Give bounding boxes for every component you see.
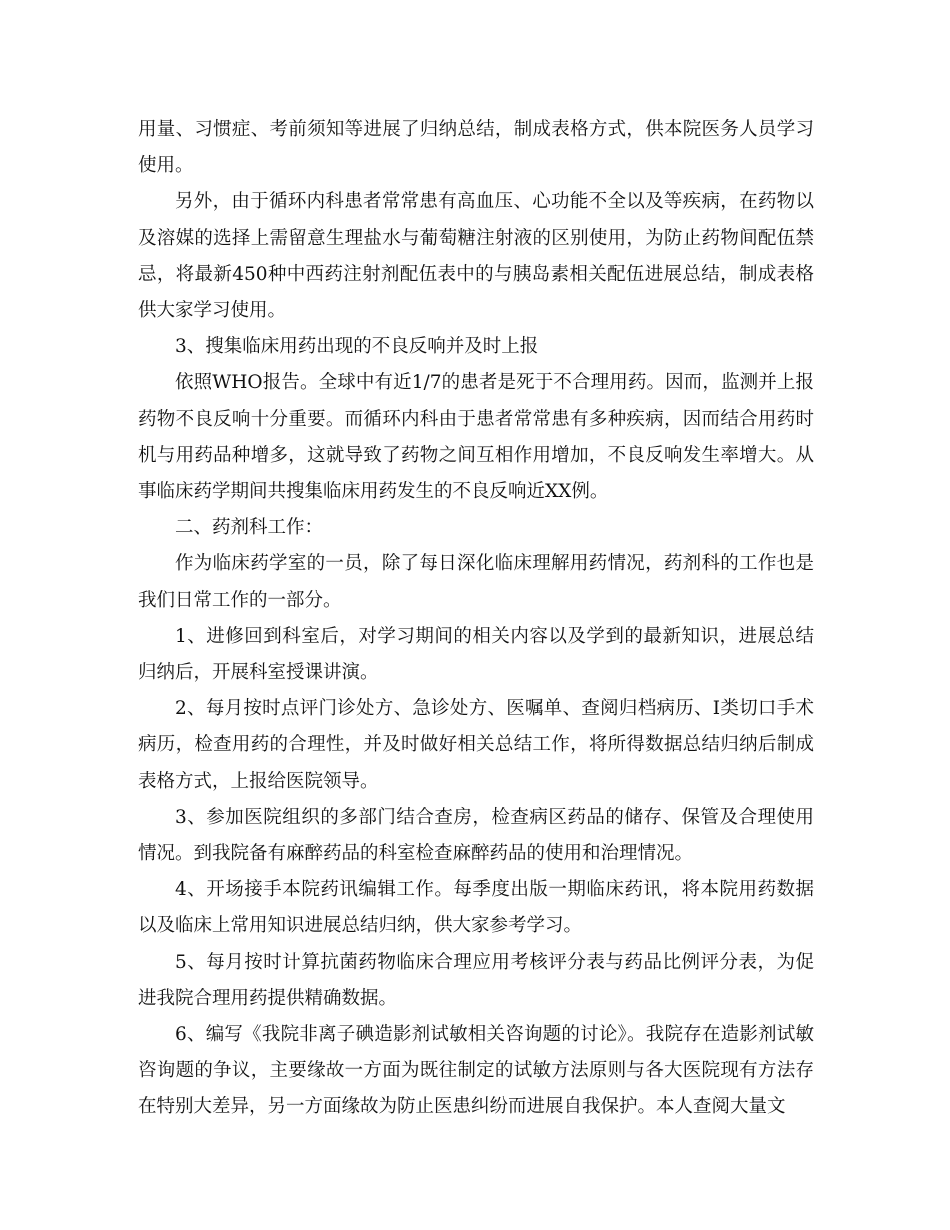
paragraph-pharmacy-intro: 作为临床药学室的一员，除了每日深化临床理解用药情况，药剂科的工作也是我们日常工作的一部分。 bbox=[138, 553, 814, 611]
list-item-4: 4、开场接手本院药讯编辑工作。每季度出版一期临床药讯，将本院用药数据以及临床上常用知识进展总结归纳，供大家参考学习。 bbox=[138, 879, 814, 937]
paragraph-infusion-compatibility: 另外，由于循环内科患者常常患有高血压、心功能不全以及等疾病，在药物以及溶媒的选择上需留意生理盐水与葡萄糖注射液的区别使用，为防止药物间配伍禁忌，将最新450种中西药注射剂配伍表中的与胰岛素相关配伍进展总结，制成表格供大家学习使用。 bbox=[138, 191, 814, 322]
paragraph-who-report: 依照WHO报告。全球中有近1/7的患者是死于不合理用药。因而，监测并上报药物不良反响十分重要。而循环内科由于患者常常患有多种疾病，因而结合用药时机与用药品种增多，这就导致了药物之间互相作用增加，不良反响发生率增大。从事临床药学期间共搜集临床用药发生的不良反响近XX例。 bbox=[138, 372, 814, 503]
list-item-6: 6、编写《我院非离子碘造影剂试敏相关咨询题的讨论》。我院存在造影剂试敏咨询题的争议，主要缘故一方面为既往制定的试敏方法原则与各大医院现有方法存在特别大差异，另一方面缘故为防止医患纠纷而进展自我保护。本人查阅大量文 bbox=[138, 1024, 814, 1118]
list-item-5: 5、每月按时计算抗菌药物临床合理应用考核评分表与药品比例评分表，为促进我院合理用药提供精确数据。 bbox=[138, 951, 814, 1009]
section-heading-pharmacy-work: 二、药剂科工作： bbox=[175, 517, 324, 539]
document-body bbox=[138, 112, 814, 1126]
section-heading-adverse-reactions: 3、搜集临床用药出现的不良反响并及时上报 bbox=[175, 336, 539, 358]
list-item-1: 1、进修回到科室后，对学习期间的相关内容以及学到的最新知识，进展总结归纳后，开展科室授课讲演。 bbox=[138, 625, 814, 684]
paragraph-continuation: 用量、习惯症、考前须知等进展了归纳总结，制成表格方式，供本院医务人员学习使用。 bbox=[138, 119, 814, 177]
list-item-2: 2、每月按时点评门诊处方、急诊处方、医嘱单、查阅归档病历、Ⅰ类切口手术病历，检查用药的合理性，并及时做好相关总结工作，将所得数据总结归纳后制成表格方式，上报给医院领导。 bbox=[138, 698, 814, 792]
list-item-3: 3、参加医院组织的多部门结合查房，检查病区药品的储存、保管及合理使用情况。到我院备有麻醉药品的科室检查麻醉药品的使用和治理情况。 bbox=[138, 806, 814, 865]
